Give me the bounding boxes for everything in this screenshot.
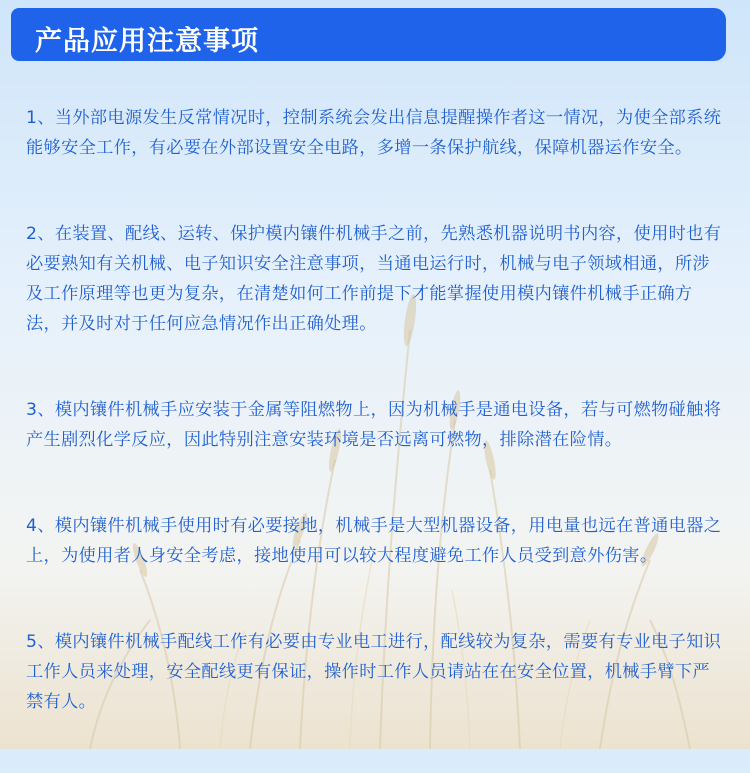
note-item-2: 2、在装置、配线、运转、保护模内镶件机械手之前，先熟悉机器说明书内容，使用时也有必要熟知有关机械、电子知识安全注意事项，当通电运行时，机械与电子领域相通，所涉及工作原理等也更为复杂，在清楚如何工作前提下才能掌握使用模内镶件机械手正确方法，并及时对于任何应急情况作出正确处理。 bbox=[26, 224, 722, 334]
note-item-5: 5、模内镶件机械手配线工作有必要由专业电工进行，配线较为复杂，需要有专业电子知识工作人员来处理，安全配线更有保证，操作时工作人员请站在在安全位置，机械手臂下严禁有人。 bbox=[26, 632, 722, 712]
page-title: 产品应用注意事项 bbox=[35, 26, 259, 57]
notes-content bbox=[26, 103, 726, 773]
note-item-1: 1、当外部电源发生反常情况时，控制系统会发出信息提醒操作者这一情况，为使全部系统能够安全工作，有必要在外部设置安全电路，多增一条保护航线，保障机器运作安全。 bbox=[26, 108, 722, 158]
note-item-4: 4、模内镶件机械手使用时有必要接地，机械手是大型机器设备，用电量也远在普通电器之上，为使用者人身安全考虑，接地使用可以较大程度避免工作人员受到意外伤害。 bbox=[26, 516, 722, 566]
note-item-3: 3、模内镶件机械手应安装于金属等阻燃物上，因为机械手是通电设备，若与可燃物碰触将产生剧烈化学反应，因此特别注意安装环境是否远离可燃物，排除潜在险情。 bbox=[26, 400, 722, 450]
header-bar bbox=[11, 8, 726, 61]
